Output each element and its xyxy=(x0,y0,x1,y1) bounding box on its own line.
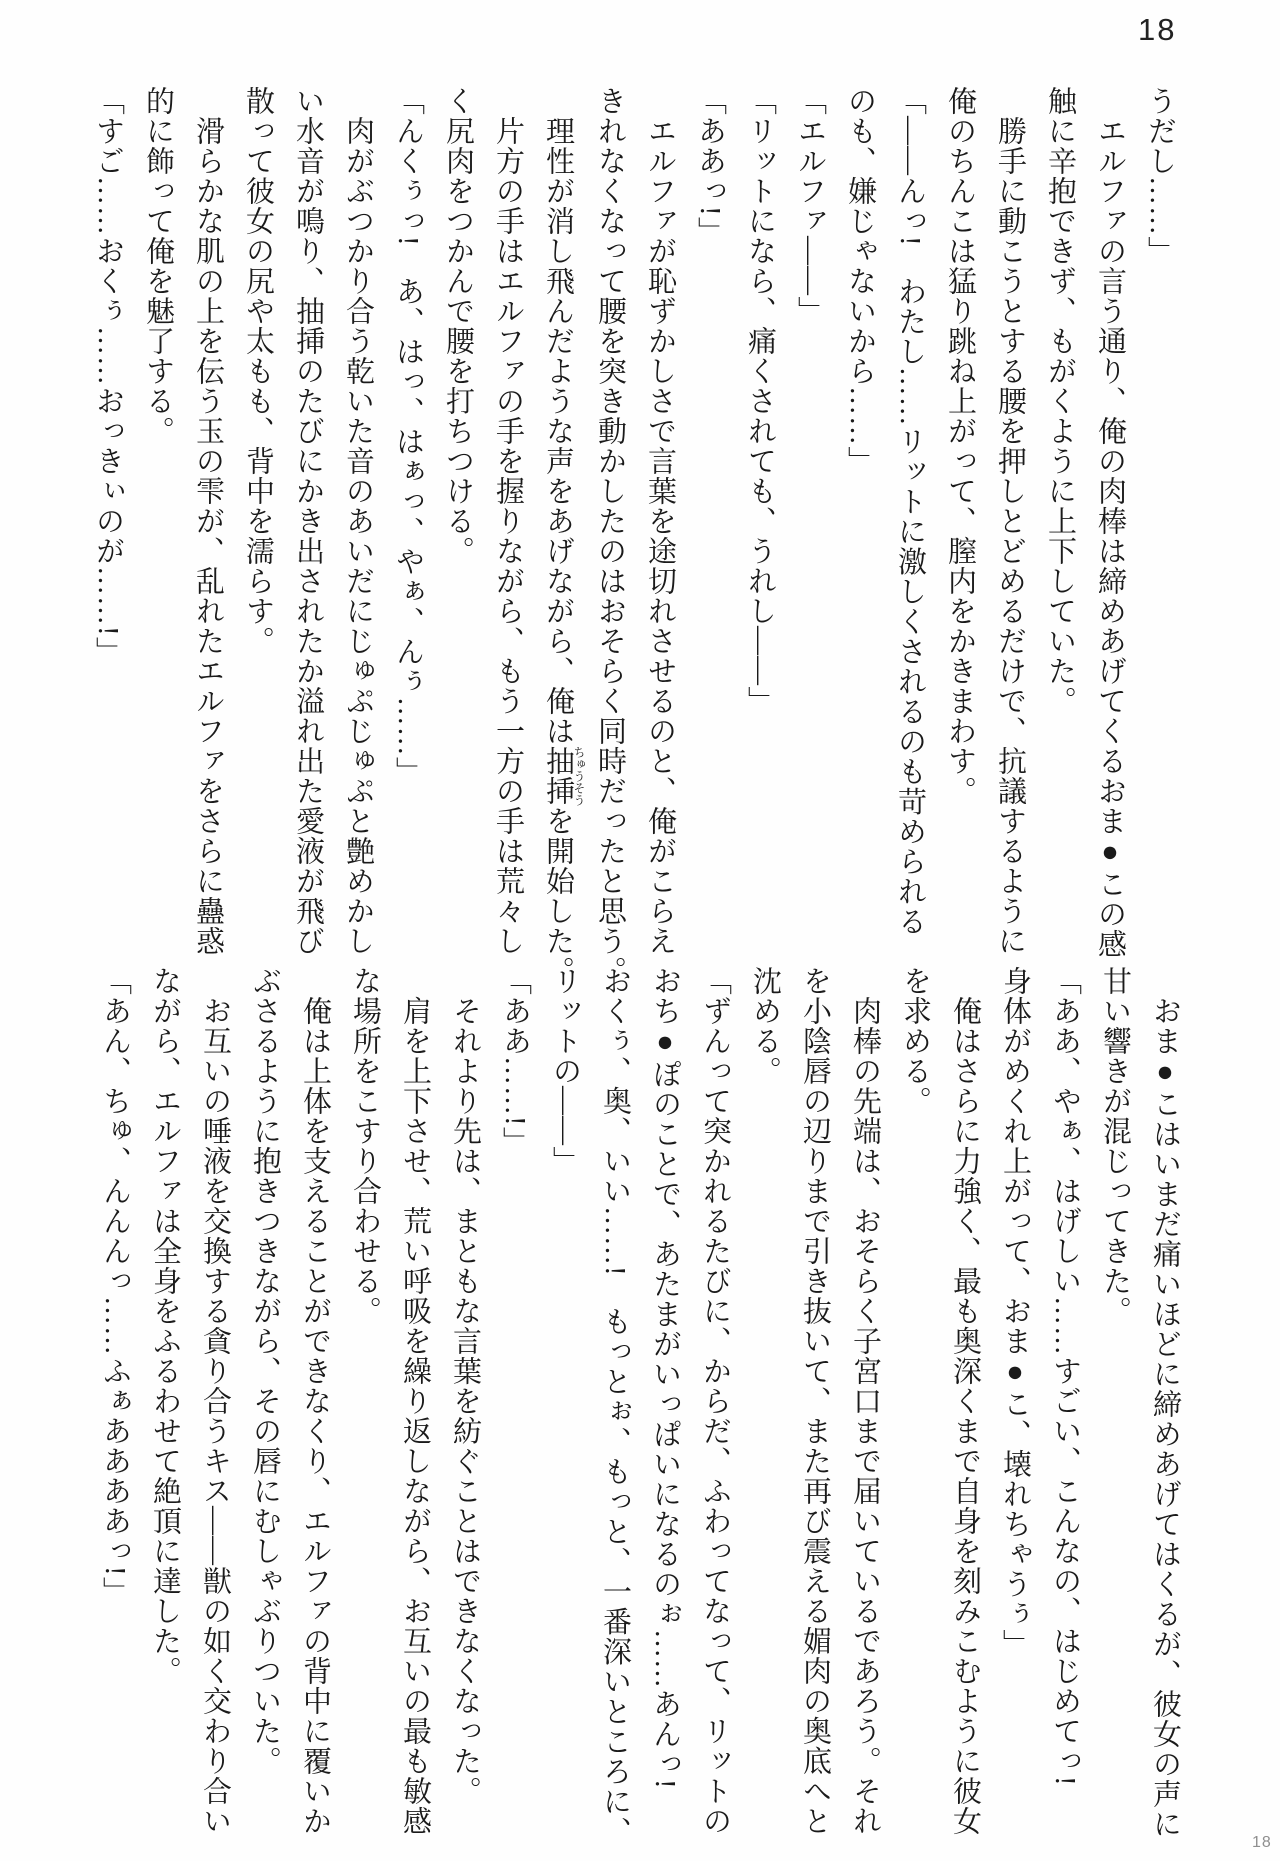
text-line: 「ずんって突かれるたびに、からだ、ふわってなって、リットの xyxy=(699,966,731,1836)
text-line: 肩を上下させ、荒い呼吸を繰り返しながら、お互いの最も敏感 xyxy=(399,966,431,1836)
text-line: うだし……」 xyxy=(1144,86,1176,266)
text-line: 片方の手はエルファの手を握りながら、もう一方の手は荒々し xyxy=(492,86,524,956)
text-line: 滑らかな肌の上を伝う玉の雫が、乱れたエルファをさらに蠱惑 xyxy=(192,86,224,956)
text-line: 「あん、ちゅ、んんんっ……ふぁああああっ!」 xyxy=(99,966,131,1607)
text-line: エルファが恥ずかしさで言葉を途切れさせるのと、俺がこらえ xyxy=(644,86,676,956)
text-line: おくぅ、奥、いい……! もっとぉ、もっと、一番深いところに、 xyxy=(599,966,631,1847)
text-line: 理性が消し飛んだような声をあげながら、俺は抽挿ちゅうそうを開始した。 xyxy=(542,86,586,986)
text-line: 勝手に動こうとする腰を押しとどめるだけで、抗議するように xyxy=(994,86,1026,956)
text-line: それより先は、まともな言葉を紡ぐことはできなくなった。 xyxy=(449,966,481,1806)
text-line: 散って彼女の尻や太もも、背中を濡らす。 xyxy=(242,86,274,656)
text-line: 「すご……おくぅ……おっきぃのが……!」 xyxy=(92,86,124,667)
text-line: 「ああっ!」 xyxy=(694,86,726,247)
text-line: 肉がぶつかり合う乾いた音のあいだにじゅぷじゅぷと艶めかし xyxy=(342,86,374,956)
text-line: 「リットになら、痛くされても、うれし——」 xyxy=(744,86,776,716)
text-line: おま●こはいまだ痛いほどに締めあげてはくるが、彼女の声に xyxy=(1149,966,1181,1839)
text-line: おち●ぽのことで、あたまがいっぱいになるのぉ……あんっ! xyxy=(649,966,681,1790)
text-line: きれなくなって腰を突き動かしたのはおそらく同時だったと思う。 xyxy=(594,86,626,986)
text-line: を求める。 xyxy=(899,966,931,1116)
text-line: お互いの唾液を交換する貪り合うキス——獣の如く交わり合い xyxy=(199,966,231,1836)
text-line: 触に辛抱できず、もがくように上下していた。 xyxy=(1044,86,1076,716)
text-line: 甘い響きが混じってきた。 xyxy=(1099,966,1131,1326)
text-line: 「んくぅっ! あ、はっ、はぁっ、やぁ、んぅ……」 xyxy=(392,86,424,787)
ruby-annotated-word: 抽挿ちゅうそう xyxy=(542,746,586,806)
lower-text-block xyxy=(90,966,1190,1851)
text-line: 「ああ、やぁ、はげしい……すごい、こんなの、はじめてっ! xyxy=(1049,966,1081,1787)
text-line: 沈める。 xyxy=(749,966,781,1086)
text-line: 俺のちんこは猛り跳ね上がって、膣内をかきまわす。 xyxy=(944,86,976,806)
text-line: を小陰唇の辺りまで引き抜いて、また再び震える媚肉の奥底へと xyxy=(799,966,831,1836)
text-line: 「——んっ! わたし……リットに激しくされるのも苛められる xyxy=(894,86,926,937)
text-line: 「エルファ——」 xyxy=(794,86,826,326)
text-line: 身体がめくれ上がって、おま●こ、壊れちゃうぅ」 xyxy=(999,966,1031,1659)
text-line: い水音が鳴り、抽挿のたびにかき出されたか溢れ出た愛液が飛び xyxy=(292,86,324,956)
text-line: な場所をこすり合わせる。 xyxy=(349,966,381,1326)
text-line: 俺はさらに力強く、最も奥深くまで自身を刻みこむように彼女 xyxy=(949,966,981,1836)
text-line: 的に飾って俺を魅了する。 xyxy=(142,86,174,446)
upper-text-block xyxy=(83,86,1185,986)
text-line: 肉棒の先端は、おそらく子宮口まで届いているであろう。それ xyxy=(849,966,881,1836)
text-line: ながら、エルファは全身をふるわせて絶頂に達した。 xyxy=(149,966,181,1686)
text-line: く尻肉をつかんで腰を打ちつける。 xyxy=(442,86,474,566)
page-number-top: 18 xyxy=(1138,12,1177,47)
text-line: のも、嫌じゃないから……」 xyxy=(844,86,876,476)
text-line: リットの——」 xyxy=(549,966,581,1176)
text-line: 「ああ……!」 xyxy=(499,966,531,1157)
text-line: ぶさるように抱きつきながら、その唇にむしゃぶりついた。 xyxy=(249,966,281,1776)
page-number-corner: 18 xyxy=(1252,1834,1272,1851)
text-line: エルファの言う通り、俺の肉棒は締めあげてくるおま●この感 xyxy=(1094,86,1126,959)
text-line: 俺は上体を支えることができなくり、エルファの背中に覆いか xyxy=(299,966,331,1836)
